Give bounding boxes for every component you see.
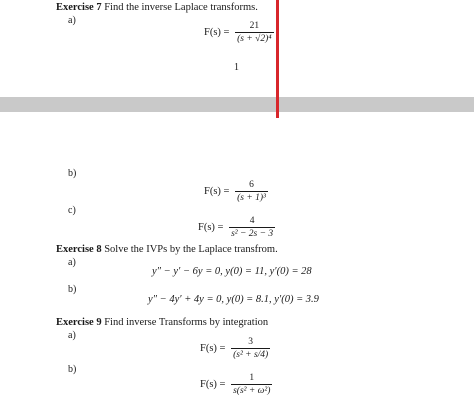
exercise-7-part-a-formula — [204, 21, 274, 44]
fraction-numerator: 4 — [249, 216, 255, 226]
exercise-7-part-b-formula — [204, 180, 268, 203]
exercise-7-title — [56, 2, 258, 13]
exercise-9-part-b-label: b) — [68, 364, 77, 375]
exercise-8-heading: Exercise 8 — [56, 244, 102, 255]
exercise-8-instruction: Solve the IVPs by the Laplace transfrom. — [104, 244, 278, 255]
red-marker-line — [276, 0, 279, 118]
fraction-denominator: (s + √2)⁴ — [237, 34, 272, 44]
fraction-denominator: (s² + s/4) — [233, 350, 269, 360]
formula-lhs: F(s) = — [198, 221, 224, 233]
page-number: 1 — [234, 62, 239, 73]
fraction — [231, 337, 270, 360]
exercise-9-part-a-label: a) — [68, 330, 76, 341]
fraction-numerator: 3 — [248, 337, 254, 347]
fraction-denominator: s(s² + ω²) — [233, 386, 271, 396]
exercise-9-part-a-formula — [200, 337, 270, 360]
exercise-8-part-a-label: a) — [68, 257, 76, 268]
exercise-9-heading: Exercise 9 — [56, 317, 102, 328]
fraction — [229, 216, 275, 239]
exercise-8-part-b-label: b) — [68, 284, 77, 295]
formula-lhs: F(s) = — [200, 342, 226, 354]
fraction — [231, 373, 272, 396]
formula-lhs: F(s) = — [204, 26, 230, 38]
exercise-8-part-b-equation: y″ − 4y′ + 4y = 0, y(0) = 8.1, y′(0) = 3.9 — [148, 294, 319, 305]
exercise-7-part-c-label: c) — [68, 205, 76, 216]
fraction — [235, 21, 273, 44]
exercise-9-part-b-formula — [200, 373, 272, 396]
exercise-7-part-b-label: b) — [68, 168, 77, 179]
fraction-denominator: (s + 1)³ — [237, 193, 266, 203]
fraction-numerator: 1 — [249, 373, 255, 383]
exercise-7-part-c-formula — [198, 216, 275, 239]
exercise-7-instruction: Find the inverse Laplace transforms. — [104, 2, 258, 13]
exercise-9-instruction: Find inverse Transforms by integration — [104, 317, 269, 328]
exercise-7-heading: Exercise 7 — [56, 2, 102, 13]
exercise-8-part-a-equation: y″ − y′ − 6y = 0, y(0) = 11, y′(0) = 28 — [152, 266, 312, 277]
fraction — [235, 180, 268, 203]
exercise-7-part-a-label: a) — [68, 15, 76, 26]
page-break-band — [0, 97, 474, 112]
fraction-numerator: 21 — [249, 21, 260, 31]
exercise-8-title — [56, 244, 278, 255]
formula-lhs: F(s) = — [200, 378, 226, 390]
fraction-numerator: 6 — [249, 180, 254, 190]
exercise-9-title — [56, 317, 268, 328]
fraction-denominator: s² − 2s − 3 — [231, 229, 274, 239]
formula-lhs: F(s) = — [204, 185, 230, 197]
